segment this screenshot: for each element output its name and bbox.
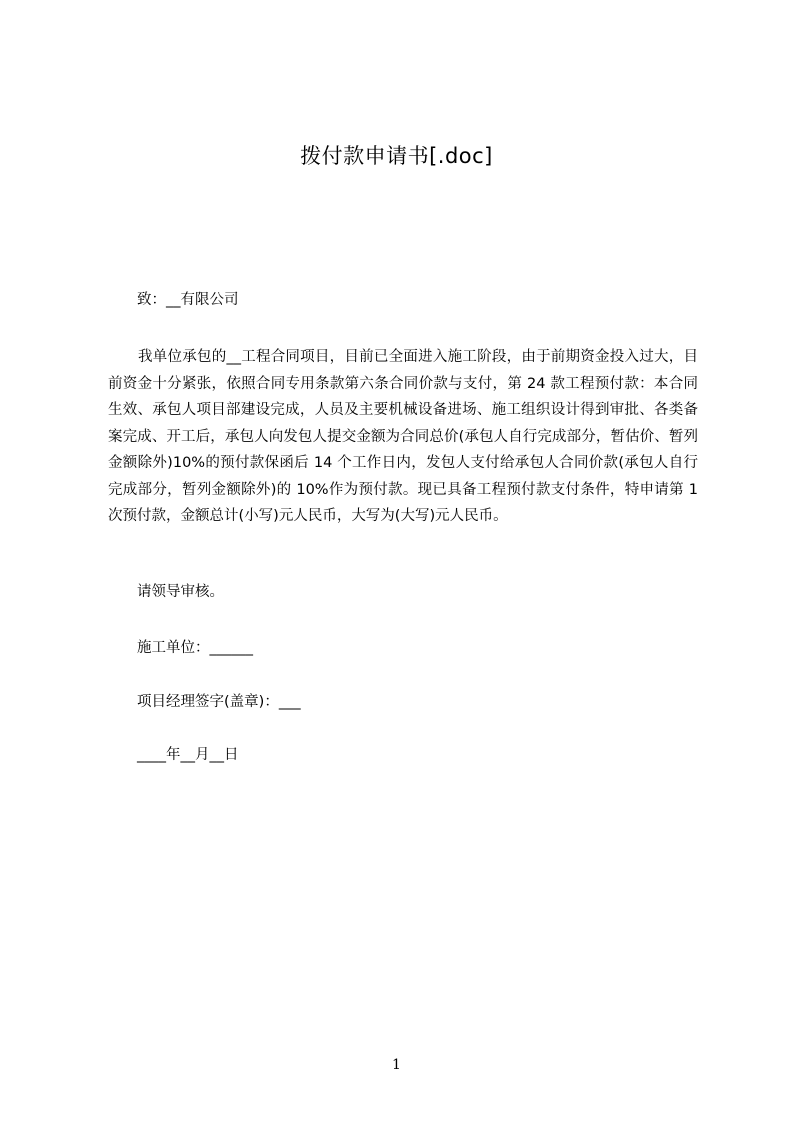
request-line: 请领导审核。 xyxy=(137,584,224,600)
date-line: ____年__月__日 xyxy=(137,747,239,763)
page-number: 1 xyxy=(392,1057,401,1073)
recipient-line: 致：__有限公司 xyxy=(137,292,239,308)
contractor-line: 施工单位：______ xyxy=(137,640,253,656)
body-paragraph: 我单位承包的__工程合同项目，目前已全面进入施工阶段，由于前期资金投入过大，目前资金十分紧张，依照合同专用条款第六条合同价款与支付，第 24 款工程预付款：本合同生效、承包人项目部建设完成，人员及主要机械设备进场、施工组织设计得到审批、各类备案完成、开工后，承包人向发包人提交金额为合同总价(承包人自行完成部分，暂估价、暂列金额除外)10%的预付款保函后 14 个工作日内，发包人支付给承包人合同价款(承包人自行完成部分，暂列金额除外)的 10%作为预付款。现已具备工程预付款支付条件，特申请第 1 次预付款，金额总计(小写)元人民币，大写为(大写)元人民币。 xyxy=(108,349,698,524)
document-title: 拨付款申请书[.doc] xyxy=(300,144,493,168)
manager-signature-line: 项目经理签字(盖章)：___ xyxy=(137,694,301,710)
